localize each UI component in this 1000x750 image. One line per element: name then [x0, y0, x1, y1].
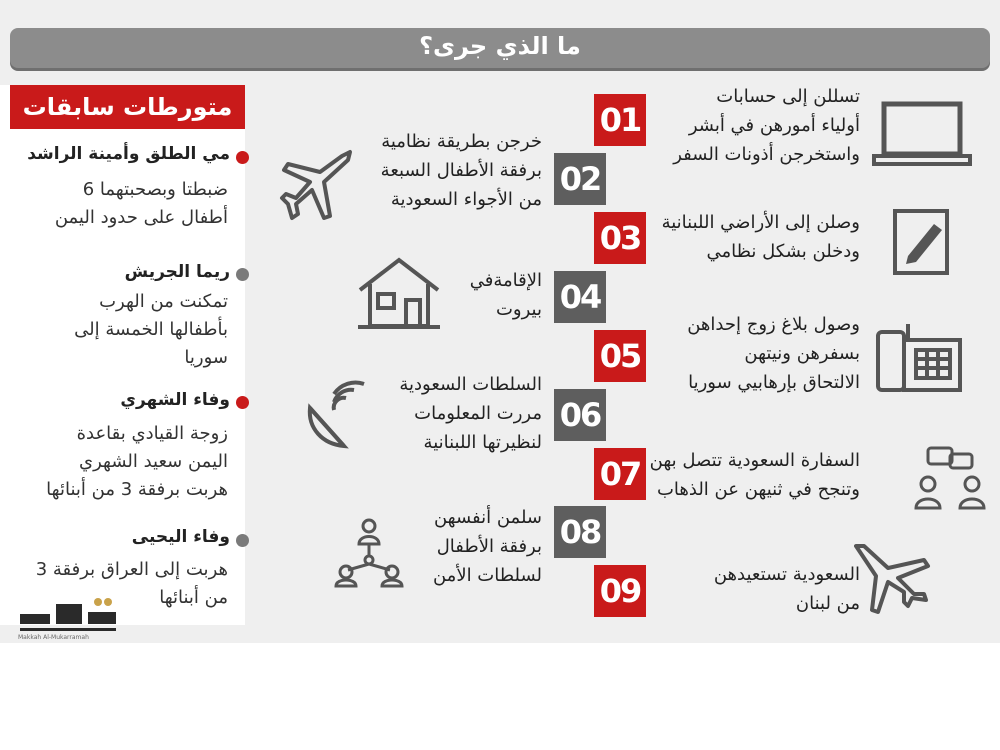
- step-text: السلطات السعودية مررت المعلومات لنظيرتها اللبنانية: [399, 374, 542, 453]
- airplane-icon: [278, 146, 356, 228]
- sidebar-entry-line: هربت برفقة 3 من أبنائها: [46, 479, 228, 500]
- header-bar: [10, 28, 990, 68]
- step-text: السفارة السعودية تتصل بهن وتنجح في ثنيهن عن الذهاب: [649, 450, 860, 500]
- document-pencil-icon: [892, 208, 952, 280]
- satellite-dish-icon: [304, 380, 374, 456]
- step-number: 03: [594, 212, 646, 264]
- sidebar-entry-line: بأطفالها الخمسة إلى: [74, 319, 228, 340]
- makkah-logo: [12, 590, 124, 642]
- step-text: السعودية تستعيدهن من لبنان: [713, 564, 860, 614]
- sidebar-bullet: [236, 151, 249, 164]
- step-number: 01: [594, 94, 646, 146]
- sidebar-entry-name: وفاء اليحيى: [131, 527, 230, 547]
- people-chat-icon: [914, 446, 988, 516]
- step-number: 06: [554, 389, 606, 441]
- sidebar-bullet: [236, 268, 249, 281]
- sidebar-entry-line: سوريا: [184, 347, 228, 368]
- people-network-icon: [332, 516, 406, 592]
- step-number: 09: [594, 565, 646, 617]
- sidebar-entry-line: ضبطتا وبصحبتهما 6: [82, 179, 228, 200]
- airplane-icon: [854, 542, 934, 620]
- laptop-icon: [872, 100, 972, 172]
- page-title: ما الذي جرى؟: [419, 32, 581, 60]
- sidebar-entry-name: مي الطلق وأمينة الراشد: [27, 144, 230, 164]
- sidebar-entry-line: زوجة القيادي بقاعدة: [76, 423, 228, 444]
- step-number: 04: [554, 271, 606, 323]
- step-text: وصول بلاغ زوج إحداهن بسفرهن ونيتهن الالتحاق بإرهابيي سوريا: [687, 314, 860, 393]
- step-text: تسللن إلى حسابات أولياء أمورهن في أبشر واستخرجن أذونات السفر: [673, 86, 860, 165]
- sidebar-entry-line: من أبنائها: [159, 587, 228, 608]
- step-number: 02: [554, 153, 606, 205]
- step-text: خرجن بطريقة نظامية برفقة الأطفال السبعة من الأجواء السعودية: [380, 131, 542, 210]
- house-icon: [356, 256, 442, 334]
- sidebar-entry-line: تمكنت من الهرب: [99, 291, 228, 312]
- sidebar-entry-line: أطفال على حدود اليمن: [54, 207, 228, 228]
- step-text: وصلن إلى الأراضي اللبنانية ودخلن بشكل نظامي: [661, 212, 860, 262]
- sidebar-entry-name: وفاء الشهري: [120, 390, 230, 410]
- sidebar-entry-line: هربت إلى العراق برفقة 3: [35, 559, 228, 580]
- step-number: 07: [594, 448, 646, 500]
- step-number: 05: [594, 330, 646, 382]
- step-number: 08: [554, 506, 606, 558]
- sidebar-entry-name: ريما الجريش: [124, 262, 230, 282]
- telephone-icon: [874, 318, 964, 398]
- sidebar-bullet: [236, 534, 249, 547]
- sidebar-entry-line: اليمن سعيد الشهري: [79, 451, 228, 472]
- step-text: الإقامةفي بيروت: [469, 270, 542, 320]
- sidebar-title: متورطات سابقات: [10, 85, 245, 129]
- sidebar-bullet: [236, 396, 249, 409]
- svg-text:Makkah Al-Mukarramah: Makkah Al-Mukarramah: [18, 634, 89, 641]
- step-text: سلمن أنفسهن برفقة الأطفال لسلطات الأمن: [432, 507, 542, 586]
